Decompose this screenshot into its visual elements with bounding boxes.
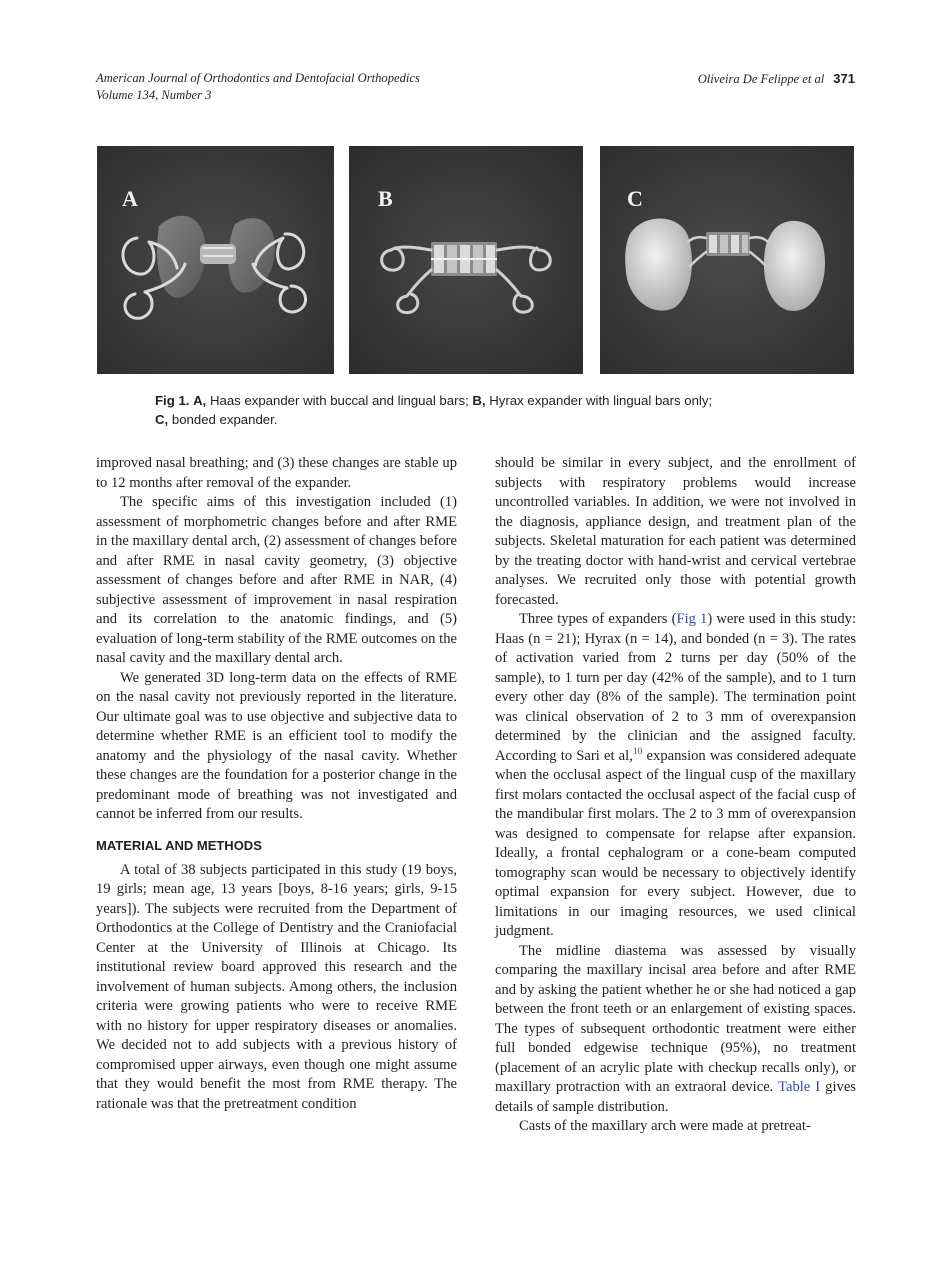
figure-link[interactable]: Fig 1 [676,611,708,627]
figure-panel-a [97,146,334,374]
text-run: ) were used in this study: Haas (n = 21); Hyrax (n = 14), and bonded (n = 3). The rates of activation varied from 2 turns per day (50% of the sample), to 1 turn per day (42% of the sample), and to 1 turn every other day (8% of the sample). The termination point was clinical observation of 2 to 3 mm of overexpansion determined by the clinician and the assigned faculty. According to Sari et al, [495,611,857,764]
journal-info [96,70,420,104]
journal-title: American Journal of Orthodontics and Dentofacial Orthopedics [96,71,420,85]
text-run: expansion was considered adequate when the occlusal aspect of the lingual cusp of the maxillary first molars contacted the occlusal aspect of the facial cusp of the mandibular first molars. The 2 to 3 mm of overexpansion was designed to compensate for relapse after expansion. Ideally, a frontal cephalogram or a cone-beam computed tomography scan would be necessary to objectively identify optimal expansion for every subject. However, due to limitations in our imaging resources, we used clinical judgment. [495,747,857,939]
haas-expander-photo [97,146,334,374]
caption-c-label: C, [155,411,169,427]
paragraph: should be similar in every subject, and the enrollment of subjects with respiratory problems would increase uncontrolled variables. In addition, we were not involved in the diagnosis, appliance design, and treatment plan of the subjects. Skeletal maturation for each patient was determined by the treating doctor with hand-wrist and cervical vertebrae analyses. We recruited only those with potential growth forecasted. [495,455,856,608]
panel-label-c: C [627,186,643,211]
text-run: The midline diastema was assessed by visually comparing the maxillary incisal area before and after RME and by asking the patient whether he or she had noticed a gap between the front teeth or an enlargement of existing spaces. The types of subsequent orthodontic treatment were either full bonded edgewise technique (95%), no treatment (placement of an acrylic plate with checkup recalls only), or maxillary protraction with an extraoral device. [495,942,856,1095]
caption-a-text: Haas expander with buccal and lingual bars; [209,393,469,408]
paragraph: improved nasal breathing; and (3) these changes are stable up to 12 months after removal of the expander. [96,455,457,491]
journal-volume: Volume 134, Number 3 [96,88,212,102]
paragraph [495,942,856,1118]
figure-1 [97,146,854,374]
left-column [96,454,457,1114]
running-authors: Oliveira De Felippe et al [697,72,825,86]
figure-caption [155,392,845,429]
paragraph: The specific aims of this investigation included (1) assessment of morphometric changes before and after RME in the maxillary dental arch, (2) assessment of changes before and after RME in nasal cavity geometry, (3) objective assessment of changes before and after RME in NAR, (4) subjective assessment of improvement in nasal respiration and its correlation to the anatomic findings, and (5) evaluation of long-term stability of the RME outcomes on the nasal cavity and the maxillary dental arch. [96,494,457,666]
text-run: Three types of expanders ( [519,611,677,627]
text-run: gives details of sample distribution. [495,1079,856,1115]
figure-panel-c [600,146,854,374]
section-heading: MATERIAL AND METHODS [96,837,262,853]
panel-label-a: A [122,186,138,211]
reference-link[interactable]: 10 [632,746,643,757]
page-number: 371 [833,71,855,86]
caption-b-label: B, [472,393,486,408]
table-link[interactable]: Table I [778,1079,821,1095]
paragraph [495,610,856,942]
figure-panel-b [349,146,583,374]
panel-label-b: B [378,186,393,211]
paragraph: We generated 3D long-term data on the effects of RME on the nasal cavity not previously reported in the literature. Our ultimate goal was to use objective and subjective data to determine whether RME is an efficient tool to modify the anatomy and the physiology of the nasal cavity. Whether these changes are the foundation for a posterior change in the predominant mode of breathing was not investigated and cannot be inferred from our results. [96,669,457,822]
caption-fig-label: Fig 1. [155,393,190,408]
caption-a-label: A, [193,393,207,408]
bonded-expander-photo [600,146,854,374]
paragraph: A total of 38 subjects participated in this study (19 boys, 19 girls; mean age, 13 years [boys, 8-16 years; girls, 9-15 years]). The subjects were recruited from the Department of Orthodontics at the College of Dentistry and the Craniofacial Center at the University of Illinois at Chicago. Its institutional review board approved this research and the involvement of human subjects. Among others, the inclusion criteria were growing patients who were to receive RME with no history for upper respiratory diseases or anomalies. We decided not to add subjects with a previous history of compromised upper airways, even though one might assume that they would benefit the most from RME therapy. The rationale was that the pretreatment condition [96,861,457,1112]
paragraph: Casts of the maxillary arch were made at pretreat- [519,1118,811,1134]
caption-b-text: Hyrax expander with lingual bars only; [489,393,713,408]
right-column [495,454,856,1137]
caption-c-text: bonded expander. [171,411,278,427]
hyrax-expander-photo [349,146,583,374]
author-page [698,70,855,88]
